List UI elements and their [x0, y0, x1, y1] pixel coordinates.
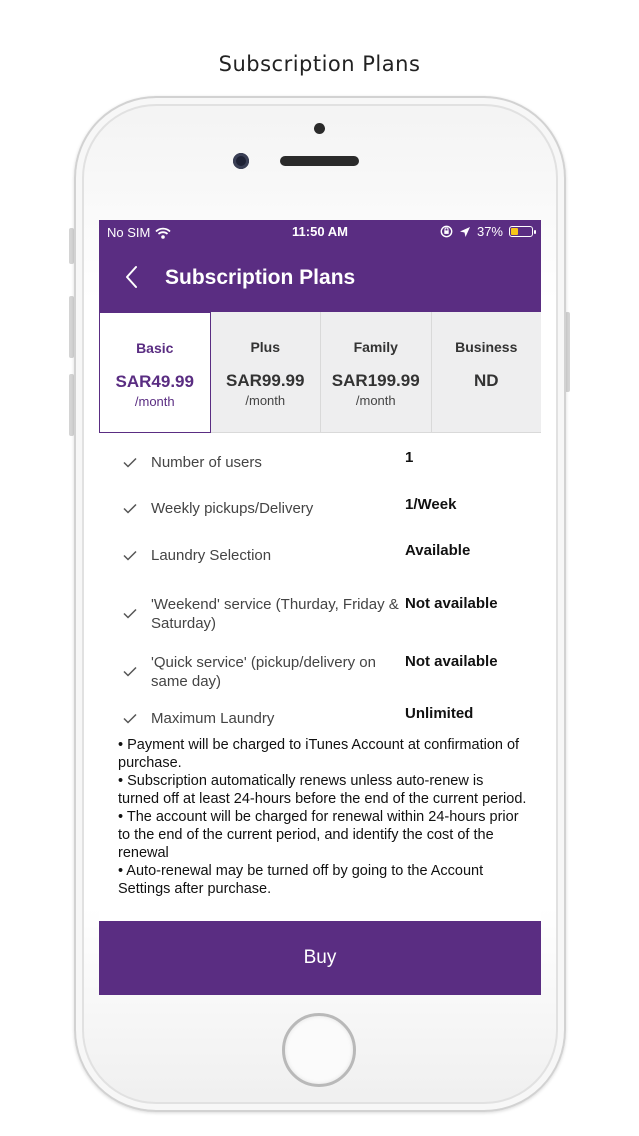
- front-camera: [233, 153, 249, 169]
- subscription-terms: [118, 736, 528, 898]
- feature-value: 1/Week: [405, 496, 457, 513]
- plan-price: SAR199.99: [331, 371, 420, 390]
- plan-period: /month: [355, 393, 396, 408]
- checkmark-icon: [123, 550, 137, 561]
- plan-period: /month: [245, 393, 286, 408]
- checkmark-icon: [123, 666, 137, 677]
- orientation-lock-icon: [440, 225, 453, 238]
- plan-period: /month: [134, 394, 175, 409]
- nav-title: Subscription Plans: [165, 266, 356, 289]
- plan-tab-plus[interactable]: [211, 312, 322, 433]
- chevron-left-icon[interactable]: [121, 262, 145, 292]
- plan-name: Business: [455, 339, 518, 355]
- feature-value: Unlimited: [405, 705, 474, 722]
- terms-item: • Auto-renewal may be turned off by going to the Account Settings after purchase.: [118, 863, 484, 897]
- carrier-label: No SIM: [107, 225, 151, 240]
- feature-label: Weekly pickups/Delivery: [151, 500, 314, 517]
- checkmark-icon: [123, 503, 137, 514]
- checkmark-icon: [123, 457, 137, 468]
- terms-item: • Subscription automatically renews unless auto-renew is turned off at least 24-hours before the end of the current period.: [118, 773, 527, 807]
- plan-price: SAR99.99: [226, 371, 305, 390]
- page-heading: Subscription Plans: [218, 52, 421, 76]
- app-header: [99, 220, 541, 312]
- battery-icon: [509, 226, 533, 237]
- status-bar: [99, 220, 541, 244]
- checkmark-icon: [123, 608, 137, 619]
- status-time: 11:50 AM: [292, 224, 348, 239]
- location-arrow-icon: [459, 226, 471, 238]
- feature-label: 'Weekend' service (Thurday, Friday & Saturday): [151, 596, 399, 632]
- feature-value: Not available: [405, 653, 498, 670]
- buy-button[interactable]: Buy: [99, 921, 541, 995]
- terms-item: • Payment will be charged to iTunes Account at confirmation of purchase.: [118, 737, 520, 771]
- feature-value: Not available: [405, 595, 498, 612]
- battery-level-fill: [511, 228, 518, 235]
- plan-name: Family: [353, 339, 398, 355]
- plan-price: ND: [473, 371, 499, 390]
- plan-name: Plus: [250, 339, 281, 355]
- plan-tab-family[interactable]: [321, 312, 432, 433]
- feature-label: Number of users: [151, 454, 262, 471]
- terms-item: • The account will be charged for renewal within 24-hours prior to the end of the current period, and identify the cost of the renewal: [118, 809, 519, 861]
- phone-screen: [99, 220, 541, 995]
- plan-price: SAR49.99: [115, 372, 194, 391]
- status-right: [440, 224, 533, 239]
- feature-label: Laundry Selection: [151, 547, 272, 564]
- proximity-sensor: [314, 123, 325, 134]
- feature-label: Maximum Laundry: [151, 710, 275, 727]
- feature-value: Available: [405, 542, 471, 559]
- plan-tab-basic[interactable]: [99, 312, 211, 433]
- checkmark-icon: [123, 713, 137, 724]
- feature-value: 1: [405, 449, 414, 466]
- earpiece-speaker: [280, 156, 359, 166]
- navigation-bar: [99, 258, 541, 298]
- plan-tab-business[interactable]: [432, 312, 542, 433]
- home-button[interactable]: [282, 1013, 356, 1087]
- plan-name: Basic: [136, 340, 174, 356]
- feature-label: 'Quick service' (pickup/delivery on same day): [151, 654, 376, 690]
- plan-tabs: [99, 312, 541, 433]
- battery-percent: 37%: [476, 224, 503, 239]
